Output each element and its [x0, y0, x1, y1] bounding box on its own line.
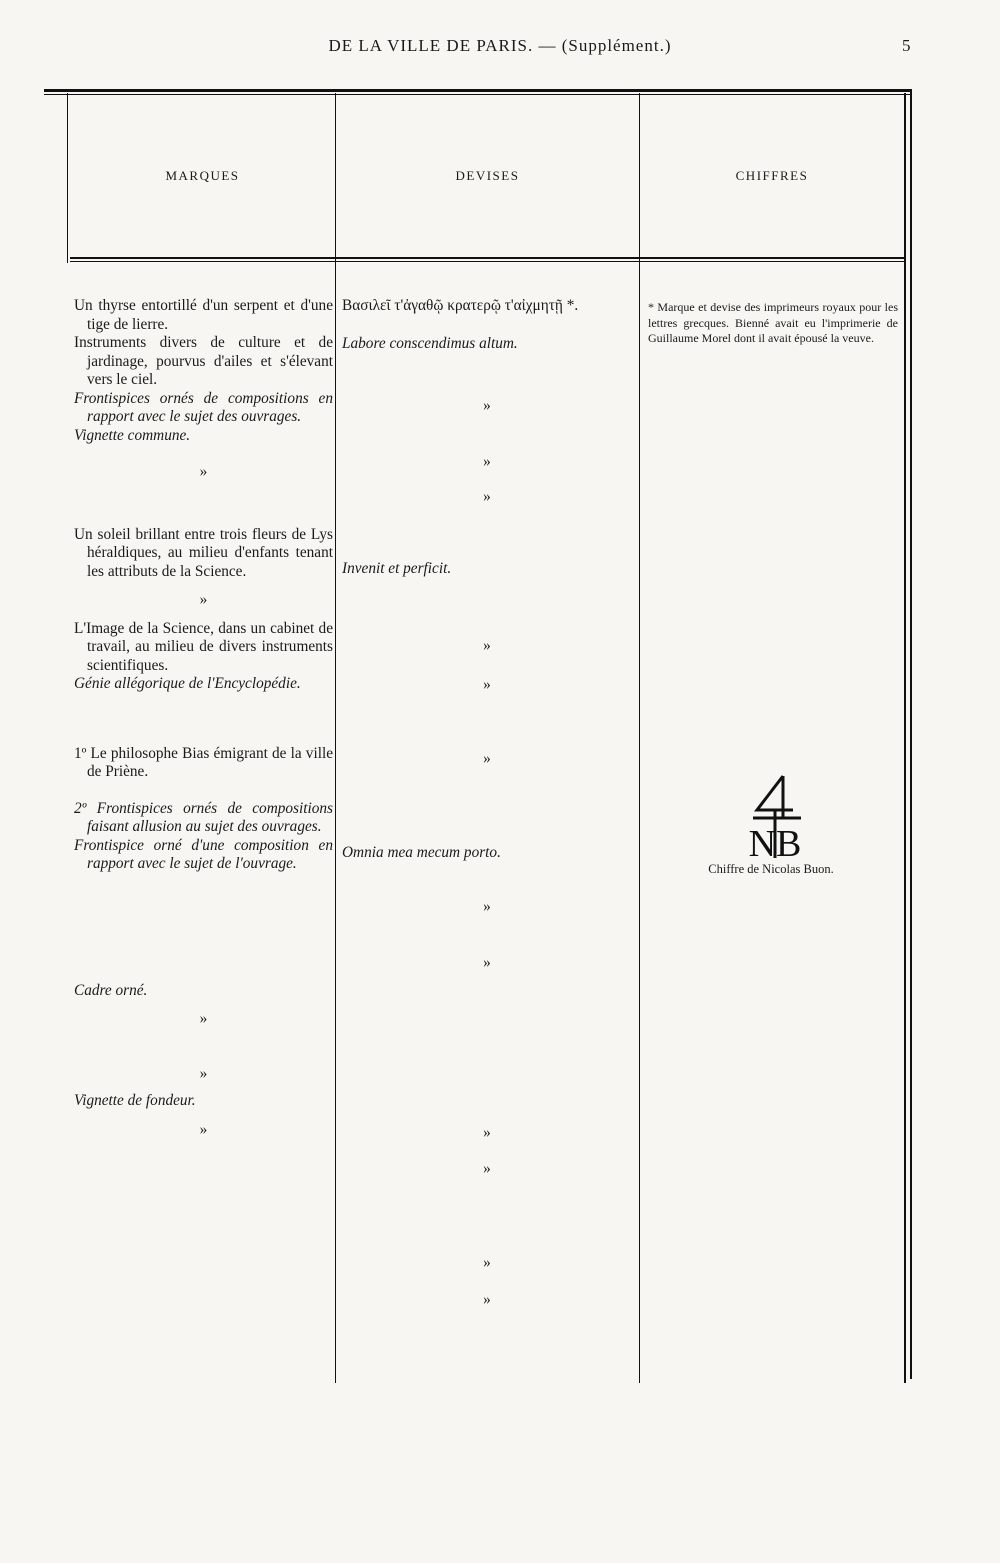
devise-entry: Omnia mea mecum porto.	[342, 844, 501, 861]
devise-entry: »	[483, 954, 491, 971]
devise-entry: »	[483, 750, 491, 767]
mark-entry: 1º Le philosophe Bias émigrant de la ville de Priène.	[74, 744, 333, 780]
column-divider-2	[639, 93, 640, 1383]
mark-entry: Génie allégorique de l'Encyclopédie.	[74, 675, 301, 692]
devise-entry: »	[483, 1124, 491, 1141]
devises-column	[342, 0, 634, 1563]
mark-entry: L'Image de la Science, dans un cabinet de travail, au milieu de divers instruments scientifiques.	[74, 619, 333, 674]
printers-note: * Marque et devise des imprimeurs royaux pour les lettres grecques. Bienné avait eu l'imprimerie de Guillaume Morel dont il avait épousé la veuve.	[648, 300, 898, 345]
column-divider-1	[335, 93, 336, 1383]
devise-entry: Βασιλεῖ τ'ἀγαθῷ κρατερῷ τ'αἰχμητῇ *.	[342, 297, 579, 314]
devise-entry: »	[483, 898, 491, 915]
mark-entry: Un thyrse entortillé d'un serpent et d'une tige de lierre.	[74, 297, 333, 333]
devise-entry: »	[483, 1160, 491, 1177]
nicolas-buon-monogram	[735, 772, 815, 862]
monogram-letters: NB	[748, 823, 802, 862]
mark-entry: »	[199, 1064, 208, 1082]
mark-entry: Cadre orné.	[74, 981, 148, 999]
mark-entry: Frontispices ornés de compositions en rapport avec le sujet des ouvrages.	[74, 389, 333, 425]
running-head: DE LA VILLE DE PARIS. — (Supplément.)	[328, 36, 672, 55]
mark-entry: Frontispice orné d'une composition en rapport avec le sujet de l'ouvrage.	[74, 836, 333, 872]
mark-entry: »	[199, 591, 208, 608]
devise-entry: Invenit et perficit.	[342, 560, 452, 577]
devise-entry: »	[483, 1254, 491, 1271]
mark-entry: Instruments divers de culture et de jardinage, pourvus d'ailes et s'élevant vers le ciel.	[74, 334, 333, 388]
marks-column	[74, 297, 333, 1139]
column-header-chiffres: CHIFFRES	[735, 168, 809, 183]
devise-entry: »	[483, 1291, 491, 1308]
column-divider-left	[67, 93, 68, 263]
mark-entry: »	[199, 1120, 208, 1138]
devise-entry: »	[483, 676, 491, 693]
devise-entry: »	[483, 488, 491, 505]
devise-entry: »	[483, 637, 491, 654]
page-number: 5	[902, 36, 911, 55]
mark-entry: »	[199, 463, 208, 480]
column-header-marques: MARQUES	[165, 168, 240, 183]
devise-entry: Labore conscendimus altum.	[342, 335, 518, 352]
mark-entry: Vignette commune.	[74, 426, 191, 444]
mark-entry: Vignette de fondeur.	[74, 1092, 196, 1109]
table-outer-right	[910, 89, 912, 1379]
devise-entry: »	[483, 453, 491, 470]
mark-entry: »	[199, 1010, 208, 1027]
mark-entry: 2º Frontispices ornés de compositions faisant allusion au sujet des ouvrages.	[74, 799, 333, 835]
column-header-devises: DEVISES	[455, 168, 520, 183]
mark-entry: Un soleil brillant entre trois fleurs de Lys héraldiques, au milieu d'enfants tenant les attributs de la Science.	[74, 525, 333, 580]
monogram-caption: Chiffre de Nicolas Buon.	[708, 862, 834, 876]
devise-entry: »	[483, 397, 491, 414]
column-divider-right	[904, 93, 906, 1383]
